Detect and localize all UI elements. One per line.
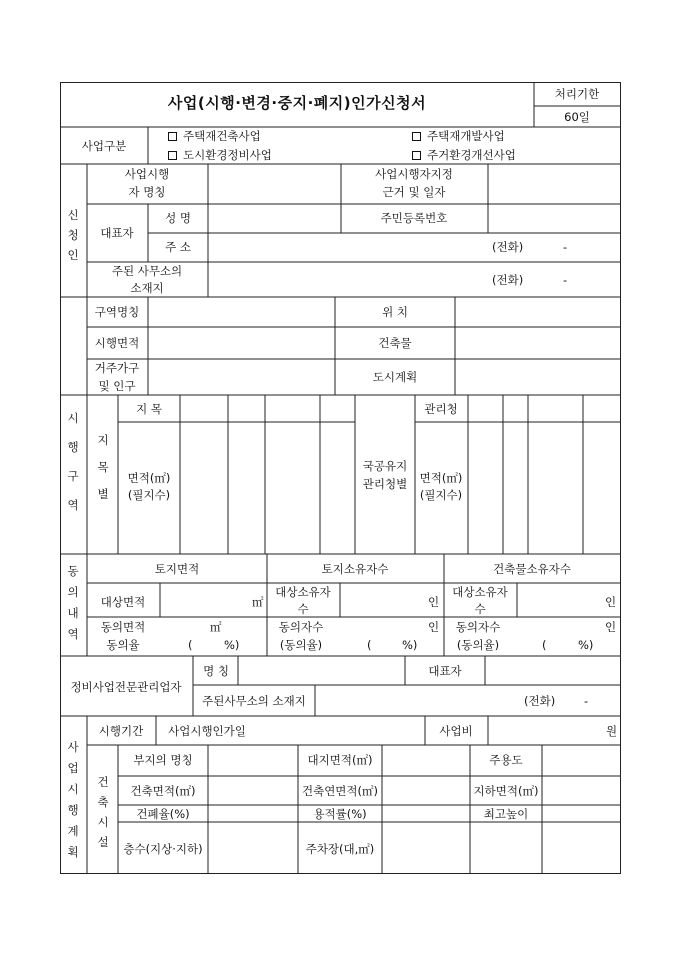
option-redevelopment[interactable]	[412, 129, 505, 143]
applicant-section-label: 신청인	[67, 208, 79, 262]
consent-area-label-1: 동의면적	[100, 620, 146, 634]
option-urban-env-label: 도시환경정비사업	[183, 148, 272, 162]
option-urban-env[interactable]	[168, 148, 272, 162]
manager-label: 관리청	[424, 402, 458, 416]
project-type-label: 사업구분	[81, 139, 127, 153]
landowners-consent-pct-open: (	[367, 638, 372, 652]
site-area-section-label: 시행구역	[67, 411, 79, 512]
deadline-label: 처리기한	[554, 87, 600, 101]
building-consent-label-1: 동의자수	[455, 620, 501, 634]
location-label: 위 치	[382, 305, 408, 319]
address-label: 주 소	[165, 240, 191, 254]
plan-label: 도시계획	[372, 370, 418, 384]
manager-firm-phone-label: (전화)	[524, 694, 556, 708]
manager-firm-office-label: 주된사무소의 소재지	[202, 694, 306, 708]
landowners-target-label-2: 수	[297, 602, 309, 616]
application-form	[60, 82, 621, 874]
state-label-1: 국공유지	[362, 459, 408, 473]
land-area-label: 토지면적	[154, 562, 200, 576]
parking-label: 주차장(대,㎡)	[305, 842, 375, 856]
checkbox-redevelopment[interactable]	[412, 132, 421, 141]
checkbox-reconstruction[interactable]	[168, 132, 177, 141]
landowners-consent-label-2: (동의율)	[279, 638, 323, 652]
gross-area-label: 건축연면적(㎡)	[301, 784, 379, 798]
consent-area-unit: ㎡	[210, 620, 222, 634]
state-area-label-2: (필지수)	[419, 488, 463, 502]
building-target-label-1: 대상소유자	[452, 585, 508, 599]
households-label-2: 및 인구	[98, 379, 136, 393]
cost-unit: 원	[606, 724, 618, 738]
households-label-1: 거주가구	[94, 361, 140, 375]
coverage-label: 건폐율(%)	[136, 807, 190, 821]
floors-label: 층수(지상·지하)	[123, 842, 203, 856]
landowners-consent-label-1: 동의자수	[278, 620, 324, 634]
phone-dash: -	[563, 240, 568, 254]
facility-label: 건축시설	[97, 775, 109, 849]
landowners-consent-unit: 인	[428, 620, 440, 634]
building-area-label: 건축면적(㎡)	[130, 784, 196, 798]
state-area-label-1: 면적(㎡)	[419, 471, 463, 485]
state-label-2: 관리청별	[362, 477, 408, 491]
operator-name-label-1: 사업시행	[124, 167, 170, 181]
site-name-label: 부지의 명칭	[133, 753, 193, 767]
designation-label-2: 근거 및 일자	[382, 185, 446, 199]
buildings-label: 건축물	[378, 336, 412, 350]
option-redevelopment-label: 주택재개발사업	[427, 129, 505, 143]
category-label: 지 목	[136, 402, 162, 416]
operator-name-label-2: 자 명칭	[128, 185, 166, 199]
landowners-label: 토지소유자수	[321, 562, 389, 576]
period-label: 시행기간	[98, 724, 144, 738]
deadline-value: 60일	[564, 110, 590, 124]
main-use-label: 주용도	[489, 753, 523, 767]
phone-label: (전화)	[492, 240, 524, 254]
option-residential-improvement-label: 주거환경개선사업	[427, 148, 516, 162]
far-label: 용적률(%)	[313, 807, 367, 821]
form-title: 사업(시행·변경·중지·폐지)인가신청서	[167, 94, 427, 112]
approval-date-label: 사업시행인가일	[168, 724, 246, 738]
manager-firm-label: 정비사업전문관리업자	[70, 680, 182, 694]
building-consent-unit: 인	[605, 620, 617, 634]
consent-area-pct-close: %)	[224, 638, 240, 652]
manager-firm-rep-label: 대표자	[428, 664, 462, 678]
option-reconstruction-label: 주택재건축사업	[183, 129, 261, 143]
area-label-2: (필지수)	[127, 488, 171, 502]
zone-name-label: 구역명칭	[94, 305, 140, 319]
lot-area-label: 대지면적(㎡)	[307, 753, 373, 767]
consent-section-label: 동의내역	[67, 564, 79, 641]
office-label-2: 소재지	[130, 281, 164, 295]
office-phone-dash: -	[563, 273, 568, 287]
area-label: 시행면적	[94, 336, 140, 350]
max-height-label: 최고높이	[483, 807, 529, 821]
checkbox-residential-improvement[interactable]	[412, 151, 421, 160]
landowners-target-unit: 인	[428, 595, 440, 609]
manager-firm-phone-dash: -	[584, 694, 589, 708]
name-label: 성 명	[165, 211, 191, 225]
office-label-1: 주된 사무소의	[111, 264, 183, 278]
representative-label: 대표자	[100, 226, 134, 240]
building-owners-label: 건축물소유자수	[493, 562, 571, 576]
cost-label: 사업비	[439, 724, 473, 738]
building-target-label-2: 수	[474, 602, 486, 616]
building-consent-pct-open: (	[542, 638, 547, 652]
target-area-label: 대상면적	[100, 595, 146, 609]
building-consent-pct-close: %)	[578, 638, 594, 652]
landowners-target-label-1: 대상소유자	[275, 585, 331, 599]
consent-area-pct-open: (	[188, 638, 193, 652]
parcel-label: 지목별	[97, 433, 109, 501]
building-target-unit: 인	[605, 595, 617, 609]
plan-section-label: 사업시행계획	[67, 740, 79, 859]
designation-label-1: 사업시행자지정	[375, 167, 453, 181]
office-phone-label: (전화)	[492, 273, 524, 287]
landowners-consent-pct-close: %)	[402, 638, 418, 652]
manager-firm-name-label: 명 칭	[203, 664, 229, 678]
building-consent-label-2: (동의율)	[456, 638, 500, 652]
consent-area-label-2: 동의율	[106, 638, 140, 652]
option-reconstruction[interactable]	[168, 129, 261, 143]
underground-area-label: 지하면적(㎡)	[473, 784, 539, 798]
checkbox-urban-env[interactable]	[168, 151, 177, 160]
area-label-1: 면적(㎡)	[127, 471, 171, 485]
rrn-label: 주민등록번호	[380, 211, 448, 225]
option-residential-improvement[interactable]	[412, 148, 516, 162]
target-area-unit: ㎡	[252, 595, 264, 609]
